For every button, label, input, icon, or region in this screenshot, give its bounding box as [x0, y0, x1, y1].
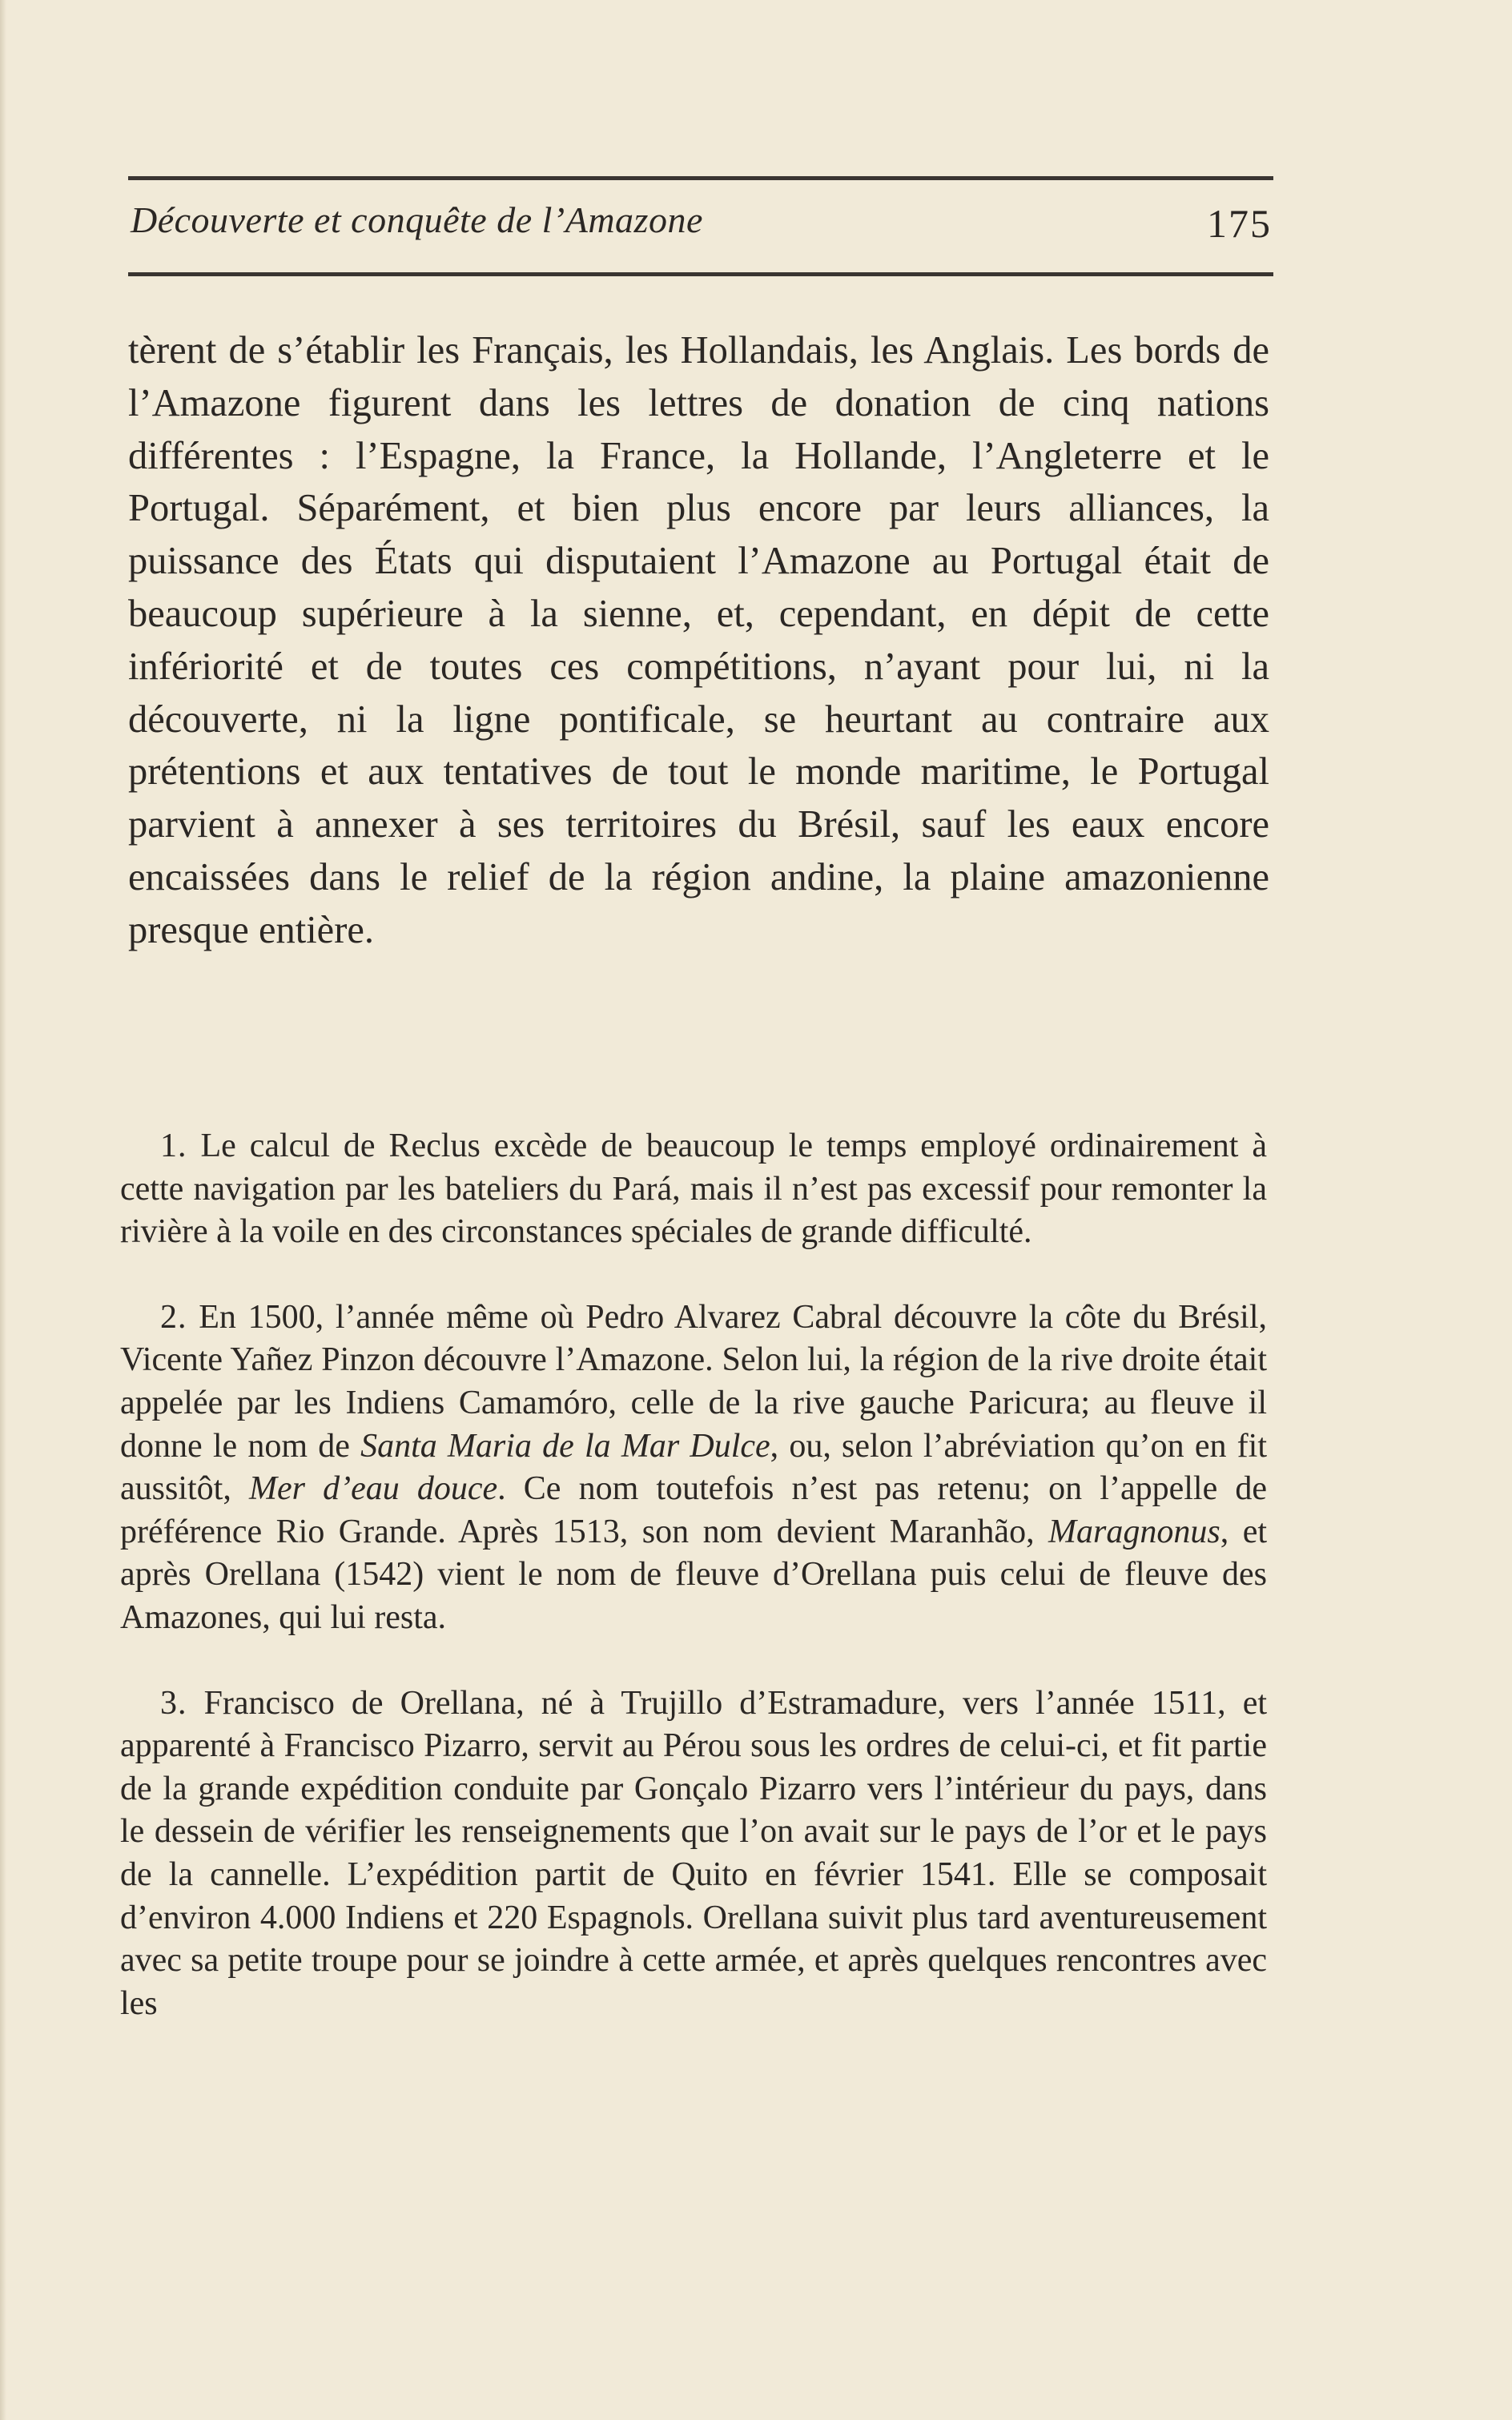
footnote-text: . Ce nom toutefois n’est pas retenu; on l’appelle de préférence Rio Grande. Après 1513, son nom devient Maranhão, [120, 1470, 1267, 1550]
footnote-number: 1. [160, 1128, 187, 1164]
main-paragraph: tèrent de s’établir les Français, les Hollandais, les Anglais. Les bords de l’Amazone figurent dans les lettres de donation de cinq nations différentes : l’Espagne, la France, la Hollande, l’Angleterre et le Portugal. Séparément, et bien plus encore par leurs alliances, la puissance des États qui disputaient l’Amazone au Portugal était de beaucoup supérieure à la sienne, et, cependant, en dépit de cette infériorité et de toutes ces compétitions, n’ayant pour lui, ni la découverte, ni la ligne pontificale, se heurtant au contraire aux prétentions et aux tentatives de tout le monde maritime, le Portugal parvient à annexer à ses territoires du Brésil, sauf les eaux encore encaissées dans le relief de la région andine, la plaine amazonienne presque entière. [128, 329, 1269, 951]
footnote-text: Francisco de Orellana, né à Trujillo d’Estramadure, vers l’année 1511, et apparenté à Francisco Pizarro, servit au Pérou sous les ordres de celui-ci, et fit partie de la grande expédition conduite par Gonçalo Pizarro vers l’intérieur du pays, dans le dessein de vérifier les renseignements que l’on avait sur le pays de l’or et le pays de la cannelle. L’expédition partit de Quito en février 1541. Elle se composait d’environ 4.000 Indiens et 220 Espagnols. Orellana suivit plus tard aventureusement avec sa petite troupe pour se joindre à cette armée, et après quelques rencontres avec les [120, 1684, 1267, 2022]
footnote-text: , ou, selon l’abréviation qu’on en fit aussitôt, [120, 1427, 1268, 1508]
page-number: 175 [1207, 201, 1272, 246]
footnote-3 [120, 1682, 1267, 2026]
footnote-italic-name: Maragnonus [1048, 1513, 1220, 1550]
footnote-number: 2. [160, 1298, 187, 1336]
footnote-italic-name: Santa Maria de la Mar Dulce [360, 1427, 770, 1465]
footnote-italic-name: Mer d’eau douce [248, 1470, 498, 1508]
footnotes [120, 1125, 1267, 2025]
footnote-text: Le calcul de Reclus excède de beaucoup le temps employé ordinairement à cette navigation par les bateliers du Pará, mais il n’est pas excessif pour remonter la rivière à la voile en des circonstances spéciales de grande difficulté. [120, 1128, 1267, 1251]
page-edge-shadow [0, 0, 6, 2420]
footnote-1 [120, 1125, 1267, 1254]
header-rule-bottom [128, 272, 1273, 276]
running-title: Découverte et conquête de l’Amazone [131, 199, 703, 240]
footnote-2 [120, 1296, 1267, 1640]
footnote-number: 3. [160, 1684, 187, 1722]
footnote-text: En 1500, l’année même où Pedro Alvarez Cabral découvre la côte du Brésil, Vicente Yañez Pinzon découvre l’Amazone. Selon lui, la région de la rive droite était appelée par les Indiens Camamóro, celle de la rive gauche Paricura; au fleuve il donne le nom de [120, 1298, 1268, 1465]
footnote-text: , et après Orellana (1542) vient le nom de fleuve d’Orellana puis celui de fleuve des Amazones, qui lui resta. [120, 1513, 1268, 1636]
header-rule-top [128, 176, 1273, 180]
